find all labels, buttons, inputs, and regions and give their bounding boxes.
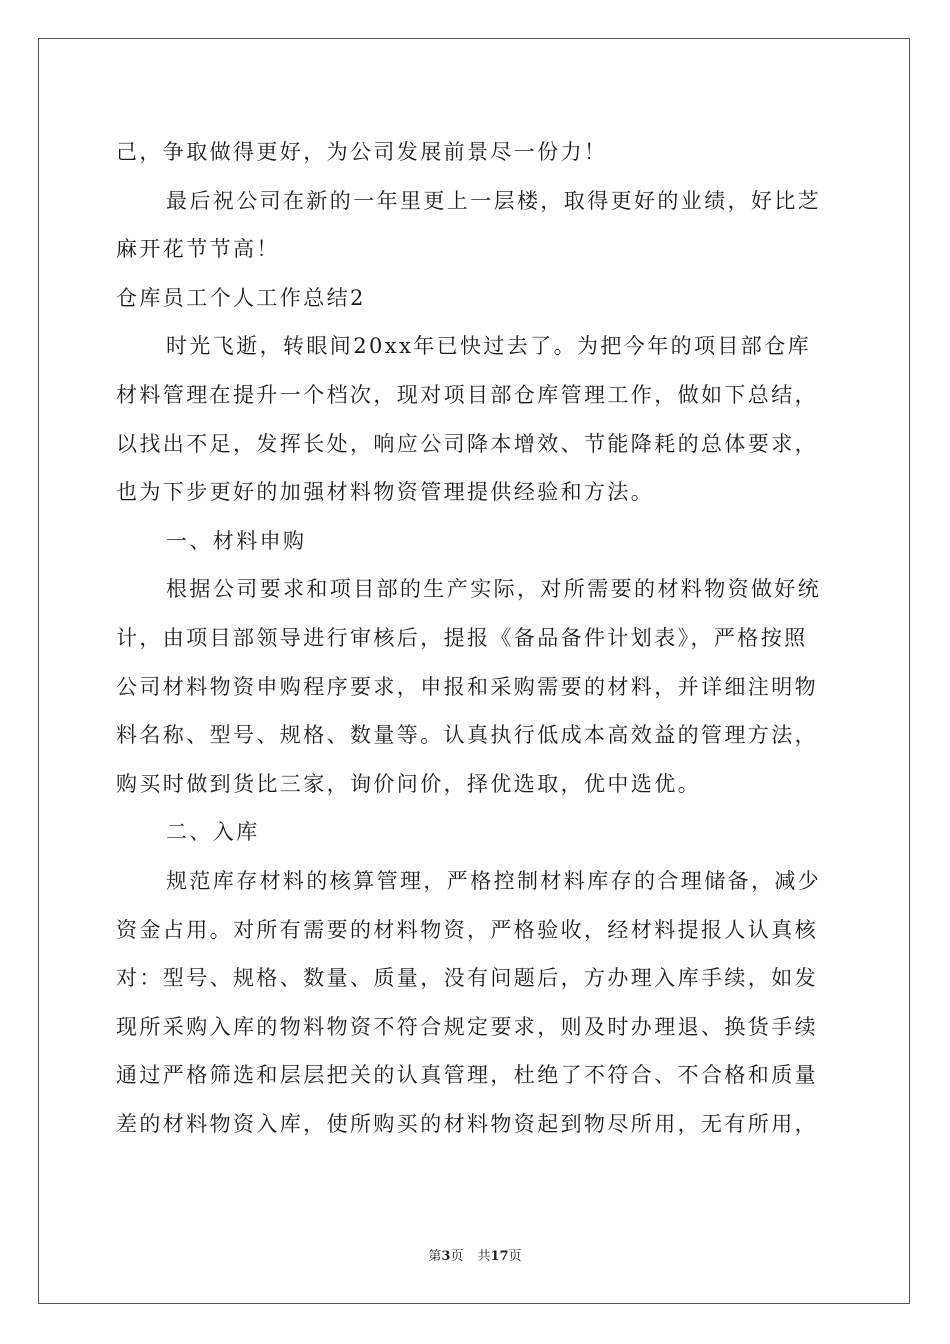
- text-line: 资金占用。对所有需要的材料物资，严格验收，经材料提报人认真核: [116, 917, 818, 942]
- text-line: 根据公司要求和项目部的生产实际，对所需要的材料物资做好统: [166, 577, 822, 602]
- page-footer: [0, 1249, 950, 1265]
- text-line: 麻开花节节高！: [116, 237, 280, 262]
- text-line: 时光飞逝，转眼间20xx年已快过去了。为把今年的项目部仓库: [166, 334, 812, 359]
- subheading: 一、材料申购: [166, 528, 307, 553]
- text-line: 公司材料物资申购程序要求，申报和采购需要的材料，并详细注明物: [116, 674, 818, 699]
- subheading: 二、入库: [166, 820, 260, 845]
- text-line: 对：型号、规格、数量、质量，没有问题后，方办理入库手续，如发: [116, 966, 818, 991]
- text-line: 差的材料物资入库，使所购买的材料物资起到物尽所用，无有所用，: [116, 1111, 818, 1136]
- text-line: 规范库存材料的核算管理，严格控制材料库存的合理储备，减少: [166, 868, 822, 893]
- document-body: [116, 128, 832, 1148]
- text-line: 现所采购入库的物料物资不符合规定要求，则及时办理退、换货手续: [116, 1014, 818, 1039]
- page-suffix: 页: [450, 1249, 464, 1264]
- text-line: 料名称、型号、规格、数量等。认真执行低成本高效益的管理方法，: [116, 723, 818, 748]
- page-prefix: 第: [428, 1249, 442, 1264]
- text-line: 购买时做到货比三家，询价问价，择优选取，优中选优。: [116, 771, 701, 796]
- section-title: 仓库员工个人工作总结2: [116, 285, 366, 310]
- current-page-number: 3: [441, 1249, 451, 1264]
- text-line: 以找出不足，发挥长处，响应公司降本增效、节能降耗的总体要求，: [116, 431, 818, 456]
- text-line: 最后祝公司在新的一年里更上一层楼，取得更好的业绩，好比芝: [166, 188, 822, 213]
- page-total-label: [477, 1249, 521, 1264]
- text-line: 计，由项目部领导进行审核后，提报《备品备件计划表》，严格按照: [116, 625, 808, 650]
- total-prefix: 共: [477, 1249, 491, 1264]
- text-line: 材料管理在提升一个档次，现对项目部仓库管理工作，做如下总结，: [116, 382, 818, 407]
- page-number-label: [428, 1249, 463, 1264]
- text-line: 也为下步更好的加强材料物资管理提供经验和方法。: [116, 480, 655, 505]
- text-line: 通过严格筛选和层层把关的认真管理，杜绝了不符合、不合格和质量: [116, 1063, 818, 1088]
- total-page-number: 17: [490, 1249, 509, 1264]
- text-line: 己，争取做得更好，为公司发展前景尽一份力！: [116, 140, 608, 164]
- total-suffix: 页: [508, 1249, 522, 1264]
